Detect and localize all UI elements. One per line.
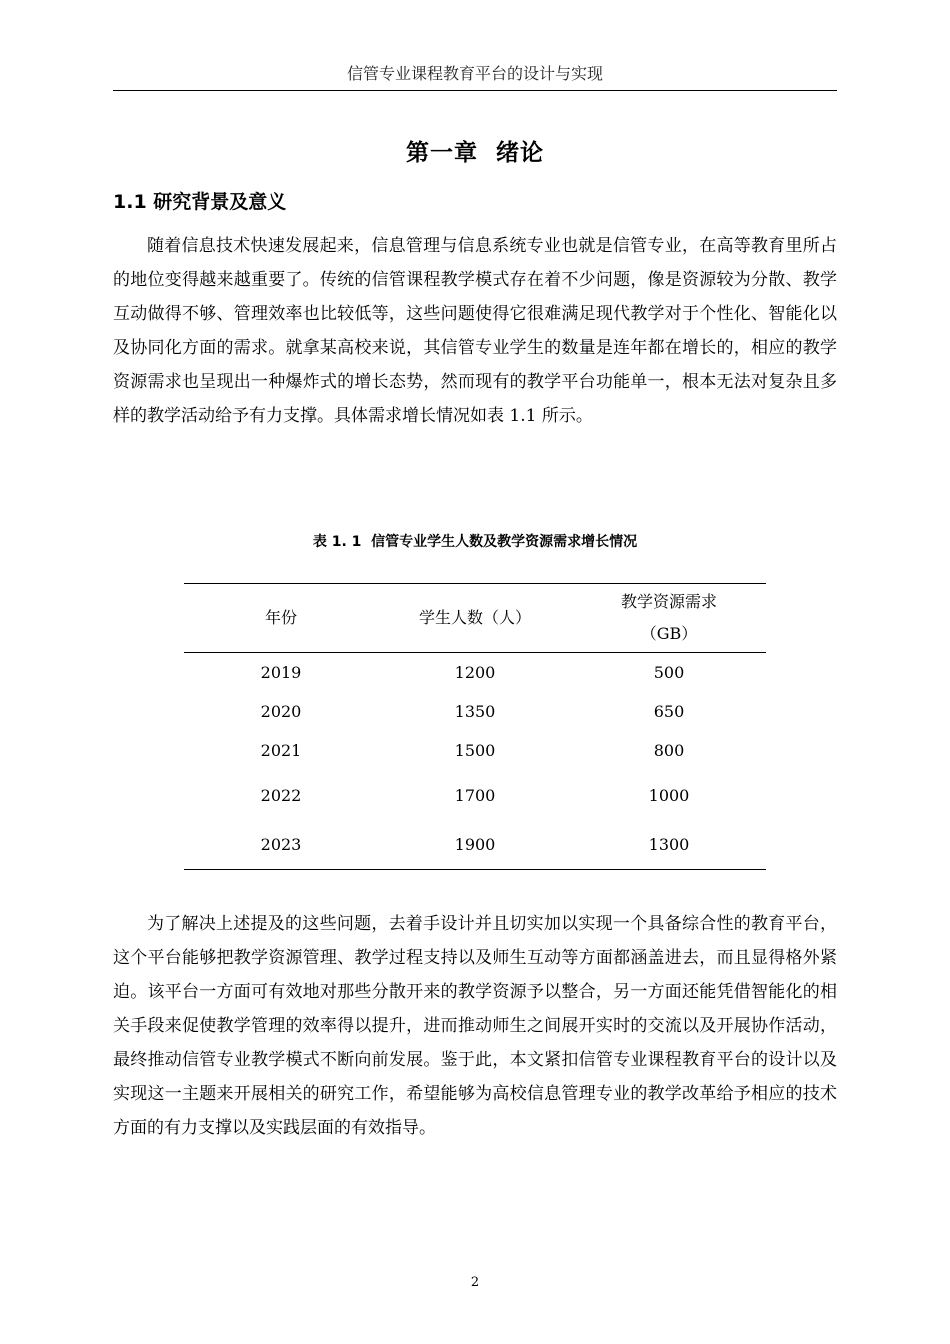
chapter-title: 第一章 绪论 xyxy=(405,140,544,166)
body-paragraph-1: 随着信息技术快速发展起来，信息管理与信息系统专业也就是信管专业，在高等教育里所占的地位变得越来越重要了。传统的信管课程教学模式存在着不少问题，像是资源较为分散、教学互动做得不够、管理效率也比较低等，这些问题使得它很难满足现代教学对于个性化、智能化以及协同化方面的需求。就拿某高校来说，其信管专业学生的数量是连年都在增长的，相应的教学资源需求也呈现出一种爆炸式的增长态势，然而现有的教学平台功能单一，根本无法对复杂且多样的教学活动给予有力支撑。具体需求增长情况如表 1.1 所示。 xyxy=(113,236,837,426)
table-row xyxy=(184,731,766,771)
cell-students: 1700 xyxy=(454,786,496,805)
cell-year: 2023 xyxy=(184,821,378,870)
header-year: 年份 xyxy=(184,584,378,653)
body-paragraph-2: 为了解决上述提及的这些问题，去着手设计并且切实加以实现一个具备综合性的教育平台，这个平台能够把教学资源管理、教学过程支持以及师生互动等方面都涵盖进去，而且显得格外紧迫。该平台一方面可有效地对那些分散开来的教学资源予以整合，另一方面还能凭借智能化的相关手段来促使教学管理的效率得以提升，进而推动师生之间展开实时的交流以及开展协作活动，最终推动信管专业教学模式不断向前发展。鉴于此，本文紧扣信管专业课程教育平台的设计以及实现这一主题来开展相关的研究工作，希望能够为高校信息管理专业的教学改革给予相应的技术方面的有力支撑以及实践层面的有效指导。 xyxy=(113,914,837,1138)
table-row xyxy=(184,692,766,731)
running-header xyxy=(113,62,837,91)
header-students: 学生人数（人） xyxy=(378,584,572,653)
running-header-title: 信管专业课程教育平台的设计与实现 xyxy=(346,64,603,83)
table-row xyxy=(184,653,766,692)
cell-resources: 650 xyxy=(653,701,685,721)
header-resources-line2: （GB） xyxy=(640,624,698,643)
cell-students: 1500 xyxy=(454,741,496,760)
page-number: 2 xyxy=(470,1275,480,1290)
cell-students: 1200 xyxy=(454,662,496,682)
cell-year: 2021 xyxy=(260,741,302,760)
cell-year: 2019 xyxy=(260,662,302,682)
table-header-row xyxy=(184,584,766,653)
cell-students: 1900 xyxy=(378,821,572,870)
data-table xyxy=(184,583,766,870)
header-resources xyxy=(572,584,766,653)
table-row xyxy=(184,771,766,821)
section-heading: 1.1 研究背景及意义 xyxy=(113,191,287,213)
cell-year: 2022 xyxy=(260,786,302,805)
header-resources-line1: 教学资源需求 xyxy=(620,592,717,611)
table-row xyxy=(184,821,766,870)
cell-resources: 500 xyxy=(653,662,685,682)
cell-resources: 800 xyxy=(653,741,685,760)
cell-year: 2020 xyxy=(260,701,302,721)
cell-resources: 1300 xyxy=(572,821,766,870)
table-caption: 表 1. 1 信管专业学生人数及教学资源需求增长情况 xyxy=(312,534,638,550)
cell-resources: 1000 xyxy=(648,786,690,805)
cell-students: 1350 xyxy=(454,701,496,721)
